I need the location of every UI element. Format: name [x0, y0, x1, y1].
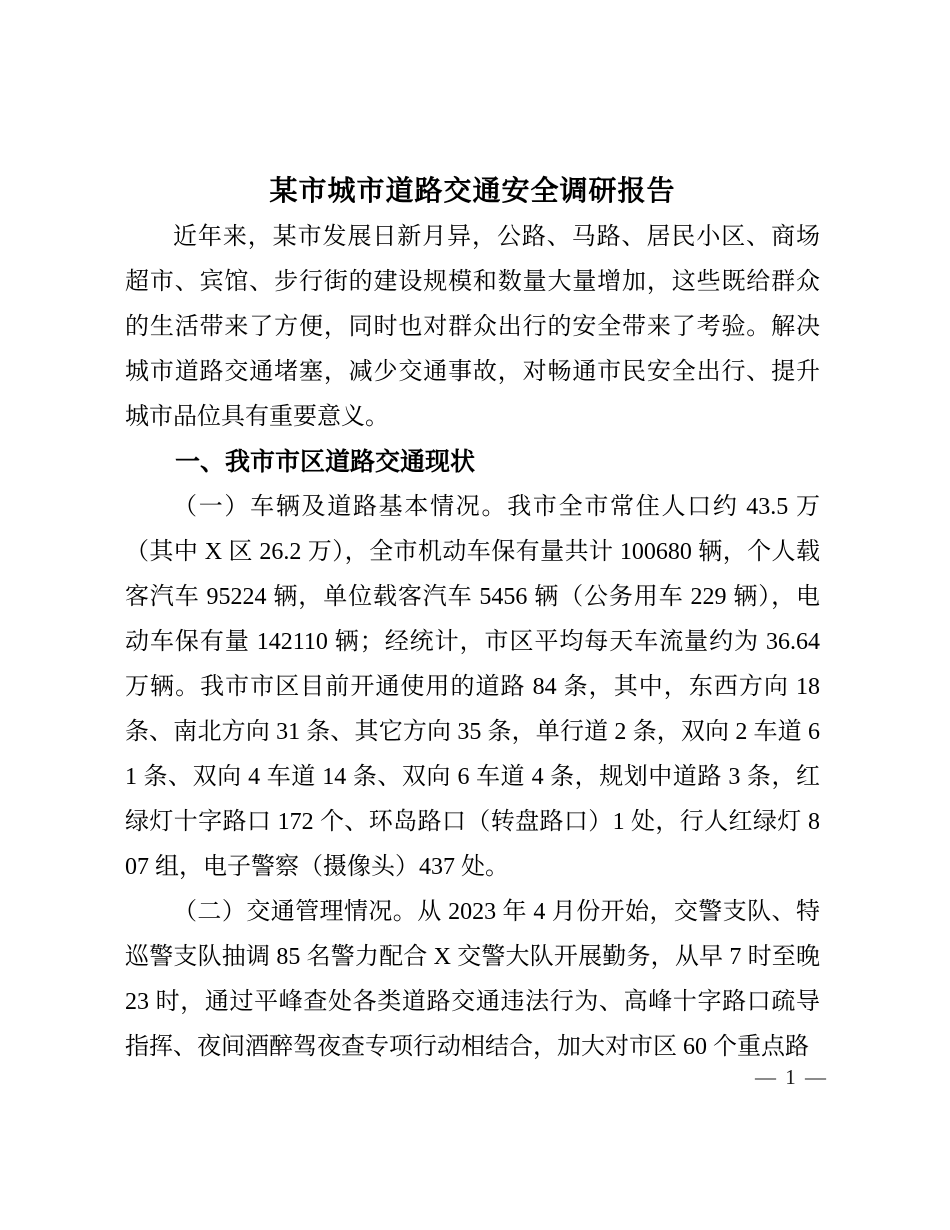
section-2-paragraph: （二）交通管理情况。从 2023 年 4 月份开始，交警支队、特巡警支队抽调 85 名警力配合 X 交警大队开展勤务，从早 7 时至晚 23 时，通过平峰查处各类道路交通违法行为、高峰十字路口疏导指挥、夜间酒醉驾夜查专项行动相结合，加大对市区 60 个重点路 — [125, 899, 820, 1060]
document-content — [125, 168, 820, 1070]
section-1-paragraph: （一）车辆及道路基本情况。我市全市常住人口约 43.5 万（其中 X 区 26.2 万），全市机动车保有量共计 100680 辆，个人载客汽车 95224 辆，单位载客汽车 5456 辆（公务用车 229 辆），电动车保有量 142110 辆；经统计，市区平均每天车流量约为 36.64 万辆。我市市区目前开通使用的道路 84 条，其中，东西方向 18 条、南北方向 31 条、其它方向 35 条，单行道 2 条，双向 2 车道 61 条、双向 4 车道 14 条、双向 6 车道 4 条，规划中道路 3 条，红绿灯十字路口 172 个、环岛路口（转盘路口）1 处，行人红绿灯 807 组，电子警察（摄像头）437 处。 — [125, 494, 820, 880]
intro-paragraph: 近年来，某市发展日新月异，公路、马路、居民小区、商场超市、宾馆、步行街的建设规模和数量大量增加，这些既给群众的生活带来了方便，同时也对群众出行的安全带来了考验。解决城市道路交通堵塞，减少交通事故，对畅通市民安全出行、提升城市品位具有重要意义。 — [125, 224, 820, 430]
section-heading-1: 一、我市市区道路交通现状 — [175, 448, 476, 476]
document-title: 某市城市道路交通安全调研报告 — [269, 176, 676, 207]
page-number: — 1 — — [755, 1065, 828, 1089]
